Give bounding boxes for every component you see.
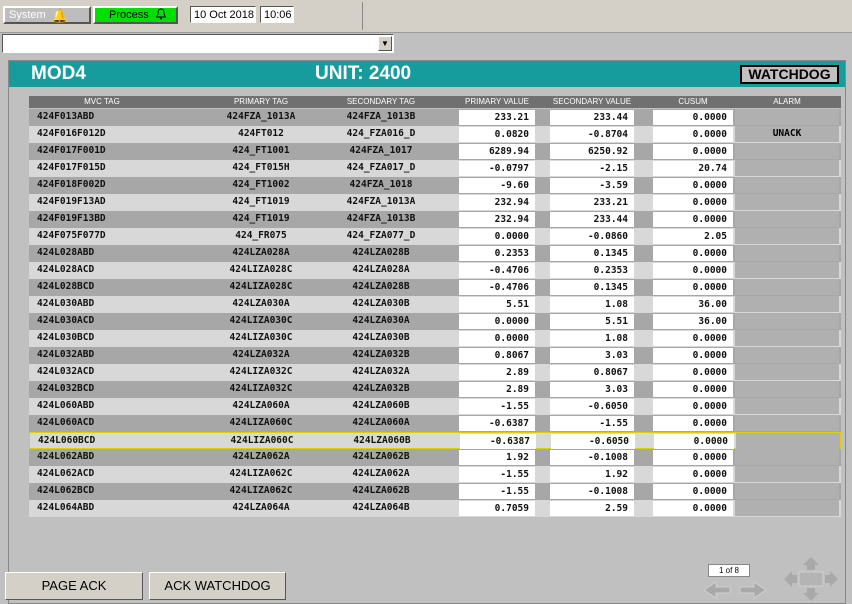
primary-tag-cell: 424LIZA032C bbox=[229, 366, 293, 377]
mvc-tag-cell: 424L028ABD bbox=[37, 247, 95, 258]
primary-tag-cell: 424LIZA030C bbox=[229, 315, 293, 326]
secondary-value-cell: -1.55 bbox=[550, 416, 634, 431]
primary-value-cell: 232.94 bbox=[459, 212, 535, 227]
primary-tag-cell: 424LIZA060C bbox=[230, 435, 294, 446]
secondary-value-cell: 0.1345 bbox=[550, 246, 634, 261]
primary-tag-cell: 424LZA032A bbox=[232, 349, 290, 360]
primary-tag-cell: 424_FT1019 bbox=[232, 196, 290, 207]
primary-tag-cell: 424LZA030A bbox=[232, 298, 290, 309]
process-button[interactable] bbox=[93, 6, 178, 24]
alarm-cell[interactable] bbox=[735, 211, 839, 227]
alarm-bell-icon: 🔔 bbox=[51, 7, 68, 23]
primary-tag-cell: 424LIZA060C bbox=[229, 417, 293, 428]
primary-tag-cell: 424FT012 bbox=[238, 128, 284, 139]
secondary-tag-cell: 424LZA028B bbox=[352, 247, 410, 258]
table-row[interactable] bbox=[29, 449, 841, 466]
primary-value-cell: -0.4706 bbox=[459, 263, 535, 278]
mvc-tag-cell: 424L030ABD bbox=[37, 298, 95, 309]
table-row[interactable] bbox=[29, 347, 841, 364]
secondary-value-cell: 3.03 bbox=[550, 348, 634, 363]
mvc-tag-cell: 424F016F012D bbox=[37, 128, 106, 139]
secondary-value-cell: 1.08 bbox=[550, 331, 634, 346]
cusum-cell: 0.0000 bbox=[653, 501, 733, 516]
secondary-tag-cell: 424FZA_1017 bbox=[349, 145, 413, 156]
primary-tag-cell: 424LIZA028C bbox=[229, 264, 293, 275]
col-primary-tag: PRIMARY TAG bbox=[233, 97, 289, 106]
secondary-value-cell: -0.0860 bbox=[550, 229, 634, 244]
primary-value-cell: -0.0797 bbox=[459, 161, 535, 176]
alarm-cell[interactable] bbox=[735, 194, 839, 210]
cusum-cell: 0.0000 bbox=[653, 127, 733, 142]
cusum-cell: 0.0000 bbox=[653, 144, 733, 159]
secondary-value-cell: -0.1008 bbox=[550, 450, 634, 465]
secondary-value-cell: 0.1345 bbox=[550, 280, 634, 295]
cusum-cell: 20.74 bbox=[653, 161, 733, 176]
secondary-tag-cell: 424LZA032A bbox=[352, 366, 410, 377]
primary-value-cell: 6289.94 bbox=[459, 144, 535, 159]
col-secondary-value: SECONDARY VALUE bbox=[552, 97, 632, 106]
primary-value-cell: -1.55 bbox=[459, 484, 535, 499]
cusum-cell: 0.0000 bbox=[654, 434, 734, 449]
previous-page-arrow-icon[interactable] bbox=[702, 580, 732, 600]
page-navigation-pad-icon[interactable] bbox=[782, 556, 840, 602]
table-row[interactable] bbox=[29, 500, 841, 517]
primary-value-cell: 0.0000 bbox=[459, 229, 535, 244]
secondary-tag-cell: 424FZA_1013A bbox=[346, 196, 416, 207]
secondary-value-cell: 0.8067 bbox=[550, 365, 634, 380]
primary-tag-cell: 424_FT1002 bbox=[232, 179, 290, 190]
cusum-cell: 0.0000 bbox=[653, 348, 733, 363]
primary-value-cell: 233.21 bbox=[459, 110, 535, 125]
primary-tag-cell: 424LIZA028C bbox=[229, 281, 293, 292]
cusum-cell: 0.0000 bbox=[653, 416, 733, 431]
primary-tag-cell: 424_FR075 bbox=[235, 230, 287, 241]
mvc-tag-cell: 424L028BCD bbox=[37, 281, 95, 292]
cusum-cell: 0.0000 bbox=[653, 178, 733, 193]
mvc-tag-cell: 424L032ABD bbox=[37, 349, 95, 360]
mvc-tag-cell: 424L060ABD bbox=[37, 400, 95, 411]
primary-tag-cell: 424_FT1019 bbox=[232, 213, 290, 224]
primary-value-cell: 0.0820 bbox=[459, 127, 535, 142]
secondary-tag-cell: 424FZA_1013B bbox=[346, 213, 416, 224]
cusum-cell: 0.0000 bbox=[653, 263, 733, 278]
primary-value-cell: 0.0000 bbox=[459, 331, 535, 346]
alarm-cell[interactable]: UNACK bbox=[772, 128, 802, 139]
mvc-tag-cell: 424L060ACD bbox=[37, 417, 95, 428]
primary-value-cell: 5.51 bbox=[459, 297, 535, 312]
primary-tag-cell: 424LZA064A bbox=[232, 502, 290, 513]
alarm-cell[interactable] bbox=[735, 296, 839, 312]
alarm-cell[interactable] bbox=[735, 109, 839, 125]
col-cusum: CUSUM bbox=[678, 97, 708, 106]
cusum-cell: 0.0000 bbox=[653, 110, 733, 125]
mvc-tag-cell: 424F013ABD bbox=[37, 111, 95, 122]
panel-header bbox=[9, 61, 845, 87]
secondary-tag-cell: 424LZA060B bbox=[353, 435, 411, 446]
table-row[interactable] bbox=[29, 381, 841, 398]
secondary-tag-cell: 424LZA062B bbox=[352, 451, 410, 462]
cusum-cell: 36.00 bbox=[653, 297, 733, 312]
alarm-cell[interactable] bbox=[735, 177, 839, 193]
primary-value-cell: -1.55 bbox=[459, 467, 535, 482]
primary-value-cell: 2.89 bbox=[459, 382, 535, 397]
table-row[interactable] bbox=[29, 483, 841, 500]
table-row[interactable] bbox=[29, 228, 841, 245]
cusum-cell: 0.0000 bbox=[653, 399, 733, 414]
secondary-tag-cell: 424LZA030A bbox=[352, 315, 410, 326]
primary-tag-cell: 424LIZA062C bbox=[229, 468, 293, 479]
watchdog-button[interactable]: WATCHDOG bbox=[740, 65, 839, 84]
mvc-tag-cell: 424L030BCD bbox=[37, 332, 95, 343]
cusum-cell: 36.00 bbox=[653, 314, 733, 329]
cusum-cell: 0.0000 bbox=[653, 246, 733, 261]
secondary-tag-cell: 424LZA062A bbox=[352, 468, 410, 479]
table-row[interactable] bbox=[29, 313, 841, 330]
table-row[interactable] bbox=[29, 466, 841, 483]
primary-value-cell: 0.0000 bbox=[459, 314, 535, 329]
secondary-tag-cell: 424LZA064B bbox=[352, 502, 410, 513]
table-row[interactable] bbox=[29, 194, 841, 211]
cusum-cell: 0.0000 bbox=[653, 280, 733, 295]
alarm-cell[interactable] bbox=[735, 500, 839, 516]
alarm-cell[interactable] bbox=[735, 483, 839, 499]
secondary-value-cell: 6250.92 bbox=[550, 144, 634, 159]
col-mvc-tag: MVC TAG bbox=[84, 97, 120, 106]
primary-tag-cell: 424FZA_1013A bbox=[226, 111, 296, 122]
primary-tag-cell: 424LIZA062C bbox=[229, 485, 293, 496]
secondary-tag-cell: 424LZA030B bbox=[352, 332, 410, 343]
mvc-tag-cell: 424F075F077D bbox=[37, 230, 106, 241]
table-row[interactable] bbox=[29, 143, 841, 160]
secondary-tag-cell: 424LZA028A bbox=[352, 264, 410, 275]
secondary-value-cell: 233.44 bbox=[550, 110, 634, 125]
mvc-tag-cell: 424F019F13BD bbox=[37, 213, 106, 224]
mvc-tag-cell: 424F019F13AD bbox=[37, 196, 106, 207]
secondary-value-cell: 1.92 bbox=[550, 467, 634, 482]
secondary-tag-cell: 424LZA032B bbox=[352, 383, 410, 394]
primary-value-cell: -1.55 bbox=[459, 399, 535, 414]
table-row[interactable] bbox=[29, 398, 841, 415]
bell-outline-icon bbox=[155, 8, 167, 22]
primary-value-cell: 232.94 bbox=[459, 195, 535, 210]
alarm-cell[interactable] bbox=[735, 160, 839, 176]
primary-tag-cell: 424LIZA030C bbox=[229, 332, 293, 343]
secondary-value-cell: 2.59 bbox=[550, 501, 634, 516]
mvc-tag-cell: 424L032BCD bbox=[37, 383, 95, 394]
table-row[interactable] bbox=[29, 415, 841, 432]
next-page-arrow-icon[interactable] bbox=[738, 580, 768, 600]
primary-value-cell: -0.6387 bbox=[460, 434, 536, 449]
secondary-tag-cell: 424FZA_1013B bbox=[346, 111, 416, 122]
secondary-tag-cell: 424LZA060A bbox=[352, 417, 410, 428]
table-row[interactable] bbox=[29, 364, 841, 381]
secondary-value-cell: 0.2353 bbox=[550, 263, 634, 278]
secondary-tag-cell: 424_FZA077_D bbox=[346, 230, 416, 241]
cusum-cell: 0.0000 bbox=[653, 331, 733, 346]
secondary-tag-cell: 424_FZA016_D bbox=[346, 128, 416, 139]
mvc-tag-cell: 424L064ABD bbox=[37, 502, 95, 513]
alarm-cell[interactable] bbox=[735, 347, 839, 363]
table-row[interactable] bbox=[29, 126, 841, 143]
unit-label: UNIT: 2400 bbox=[315, 63, 412, 84]
alarm-cell[interactable] bbox=[736, 433, 840, 449]
alarm-cell[interactable] bbox=[735, 143, 839, 159]
primary-value-cell: 0.8067 bbox=[459, 348, 535, 363]
column-header-row bbox=[29, 96, 841, 108]
primary-value-cell: 2.89 bbox=[459, 365, 535, 380]
table-row[interactable] bbox=[29, 432, 841, 449]
table-row[interactable] bbox=[29, 211, 841, 228]
secondary-value-cell: 1.08 bbox=[550, 297, 634, 312]
page-indicator: 1 of 8 bbox=[708, 564, 750, 577]
cusum-cell: 0.0000 bbox=[653, 195, 733, 210]
col-secondary-tag: SECONDARY TAG bbox=[346, 97, 416, 106]
primary-tag-cell: 424_FT1001 bbox=[232, 145, 290, 156]
date-field: 10 Oct 2018 bbox=[190, 6, 256, 23]
alarm-cell[interactable] bbox=[735, 279, 839, 295]
secondary-value-cell: 3.03 bbox=[550, 382, 634, 397]
alarm-cell[interactable] bbox=[735, 398, 839, 414]
mvc-tag-cell: 424L032ACD bbox=[37, 366, 95, 377]
primary-value-cell: -9.60 bbox=[459, 178, 535, 193]
primary-value-cell: -0.6387 bbox=[459, 416, 535, 431]
process-label: Process bbox=[109, 9, 149, 21]
table-row[interactable] bbox=[29, 330, 841, 347]
secondary-value-cell: -0.8704 bbox=[550, 127, 634, 142]
chevron-down-icon[interactable]: ▼ bbox=[378, 36, 392, 51]
display-select[interactable] bbox=[2, 34, 394, 53]
secondary-value-cell: 233.44 bbox=[550, 212, 634, 227]
mvc-table-body bbox=[29, 109, 841, 517]
col-primary-value: PRIMARY VALUE bbox=[464, 97, 530, 106]
secondary-value-cell: 233.21 bbox=[550, 195, 634, 210]
ack-watchdog-button[interactable]: ACK WATCHDOG bbox=[149, 572, 286, 600]
secondary-tag-cell: 424_FZA017_D bbox=[346, 162, 416, 173]
secondary-value-cell: -2.15 bbox=[550, 161, 634, 176]
primary-value-cell: -0.4706 bbox=[459, 280, 535, 295]
alarm-cell[interactable] bbox=[735, 415, 839, 431]
mvc-tag-cell: 424L062ACD bbox=[37, 468, 95, 479]
mvc-tag-cell: 424L028ACD bbox=[37, 264, 95, 275]
table-row[interactable] bbox=[29, 296, 841, 313]
mvc-panel bbox=[8, 60, 846, 604]
cusum-cell: 0.0000 bbox=[653, 365, 733, 380]
alarm-cell[interactable] bbox=[735, 262, 839, 278]
primary-tag-cell: 424LZA060A bbox=[232, 400, 290, 411]
col-alarm: ALARM bbox=[773, 97, 801, 106]
alarm-cell[interactable] bbox=[735, 330, 839, 346]
alarm-cell[interactable] bbox=[735, 228, 839, 244]
cusum-cell: 2.05 bbox=[653, 229, 733, 244]
alarm-cell[interactable] bbox=[735, 364, 839, 380]
mvc-tag-cell: 424L062ABD bbox=[37, 451, 95, 462]
alarm-cell[interactable] bbox=[735, 466, 839, 482]
secondary-value-cell: -0.6050 bbox=[550, 399, 634, 414]
secondary-tag-cell: 424LZA028B bbox=[352, 281, 410, 292]
secondary-tag-cell: 424FZA_1018 bbox=[349, 179, 413, 190]
mvc-tag-cell: 424F018F002D bbox=[37, 179, 106, 190]
page-ack-button[interactable]: PAGE ACK bbox=[5, 572, 143, 600]
primary-value-cell: 0.7059 bbox=[459, 501, 535, 516]
table-row[interactable] bbox=[29, 279, 841, 296]
primary-tag-cell: 424LZA028A bbox=[232, 247, 290, 258]
toolbar-divider bbox=[362, 2, 363, 30]
table-row[interactable] bbox=[29, 177, 841, 194]
secondary-value-cell: -0.1008 bbox=[550, 484, 634, 499]
secondary-value-cell: 5.51 bbox=[550, 314, 634, 329]
time-field: 10:06 bbox=[260, 6, 294, 23]
table-row[interactable] bbox=[29, 262, 841, 279]
mvc-tag-cell: 424F017F015D bbox=[37, 162, 106, 173]
alarm-cell[interactable] bbox=[735, 449, 839, 465]
top-toolbar bbox=[0, 0, 852, 33]
mvc-tag-cell: 424F017F001D bbox=[37, 145, 106, 156]
table-row[interactable] bbox=[29, 160, 841, 177]
primary-value-cell: 0.2353 bbox=[459, 246, 535, 261]
cusum-cell: 0.0000 bbox=[653, 450, 733, 465]
mvc-tag-cell: 424L062BCD bbox=[37, 485, 95, 496]
table-row[interactable] bbox=[29, 245, 841, 262]
secondary-value-cell: -3.59 bbox=[550, 178, 634, 193]
secondary-tag-cell: 424LZA030B bbox=[352, 298, 410, 309]
module-label: MOD4 bbox=[31, 63, 86, 84]
cusum-cell: 0.0000 bbox=[653, 484, 733, 499]
cusum-cell: 0.0000 bbox=[653, 382, 733, 397]
alarm-cell[interactable] bbox=[735, 381, 839, 397]
cusum-cell: 0.0000 bbox=[653, 467, 733, 482]
primary-tag-cell: 424LZA062A bbox=[232, 451, 290, 462]
mvc-tag-cell: 424L030ACD bbox=[37, 315, 95, 326]
alarm-cell[interactable] bbox=[735, 313, 839, 329]
mvc-tag-cell: 424L060BCD bbox=[38, 435, 96, 446]
primary-tag-cell: 424_FT015H bbox=[232, 162, 290, 173]
secondary-tag-cell: 424LZA060B bbox=[352, 400, 410, 411]
secondary-tag-cell: 424LZA032B bbox=[352, 349, 410, 360]
primary-tag-cell: 424LIZA032C bbox=[229, 383, 293, 394]
system-label: System bbox=[9, 9, 46, 21]
secondary-value-cell: -0.6050 bbox=[551, 434, 635, 449]
cusum-cell: 0.0000 bbox=[653, 212, 733, 227]
system-button[interactable] bbox=[3, 6, 91, 24]
primary-value-cell: 1.92 bbox=[459, 450, 535, 465]
alarm-cell[interactable] bbox=[735, 245, 839, 261]
secondary-tag-cell: 424LZA062B bbox=[352, 485, 410, 496]
table-row[interactable] bbox=[29, 109, 841, 126]
